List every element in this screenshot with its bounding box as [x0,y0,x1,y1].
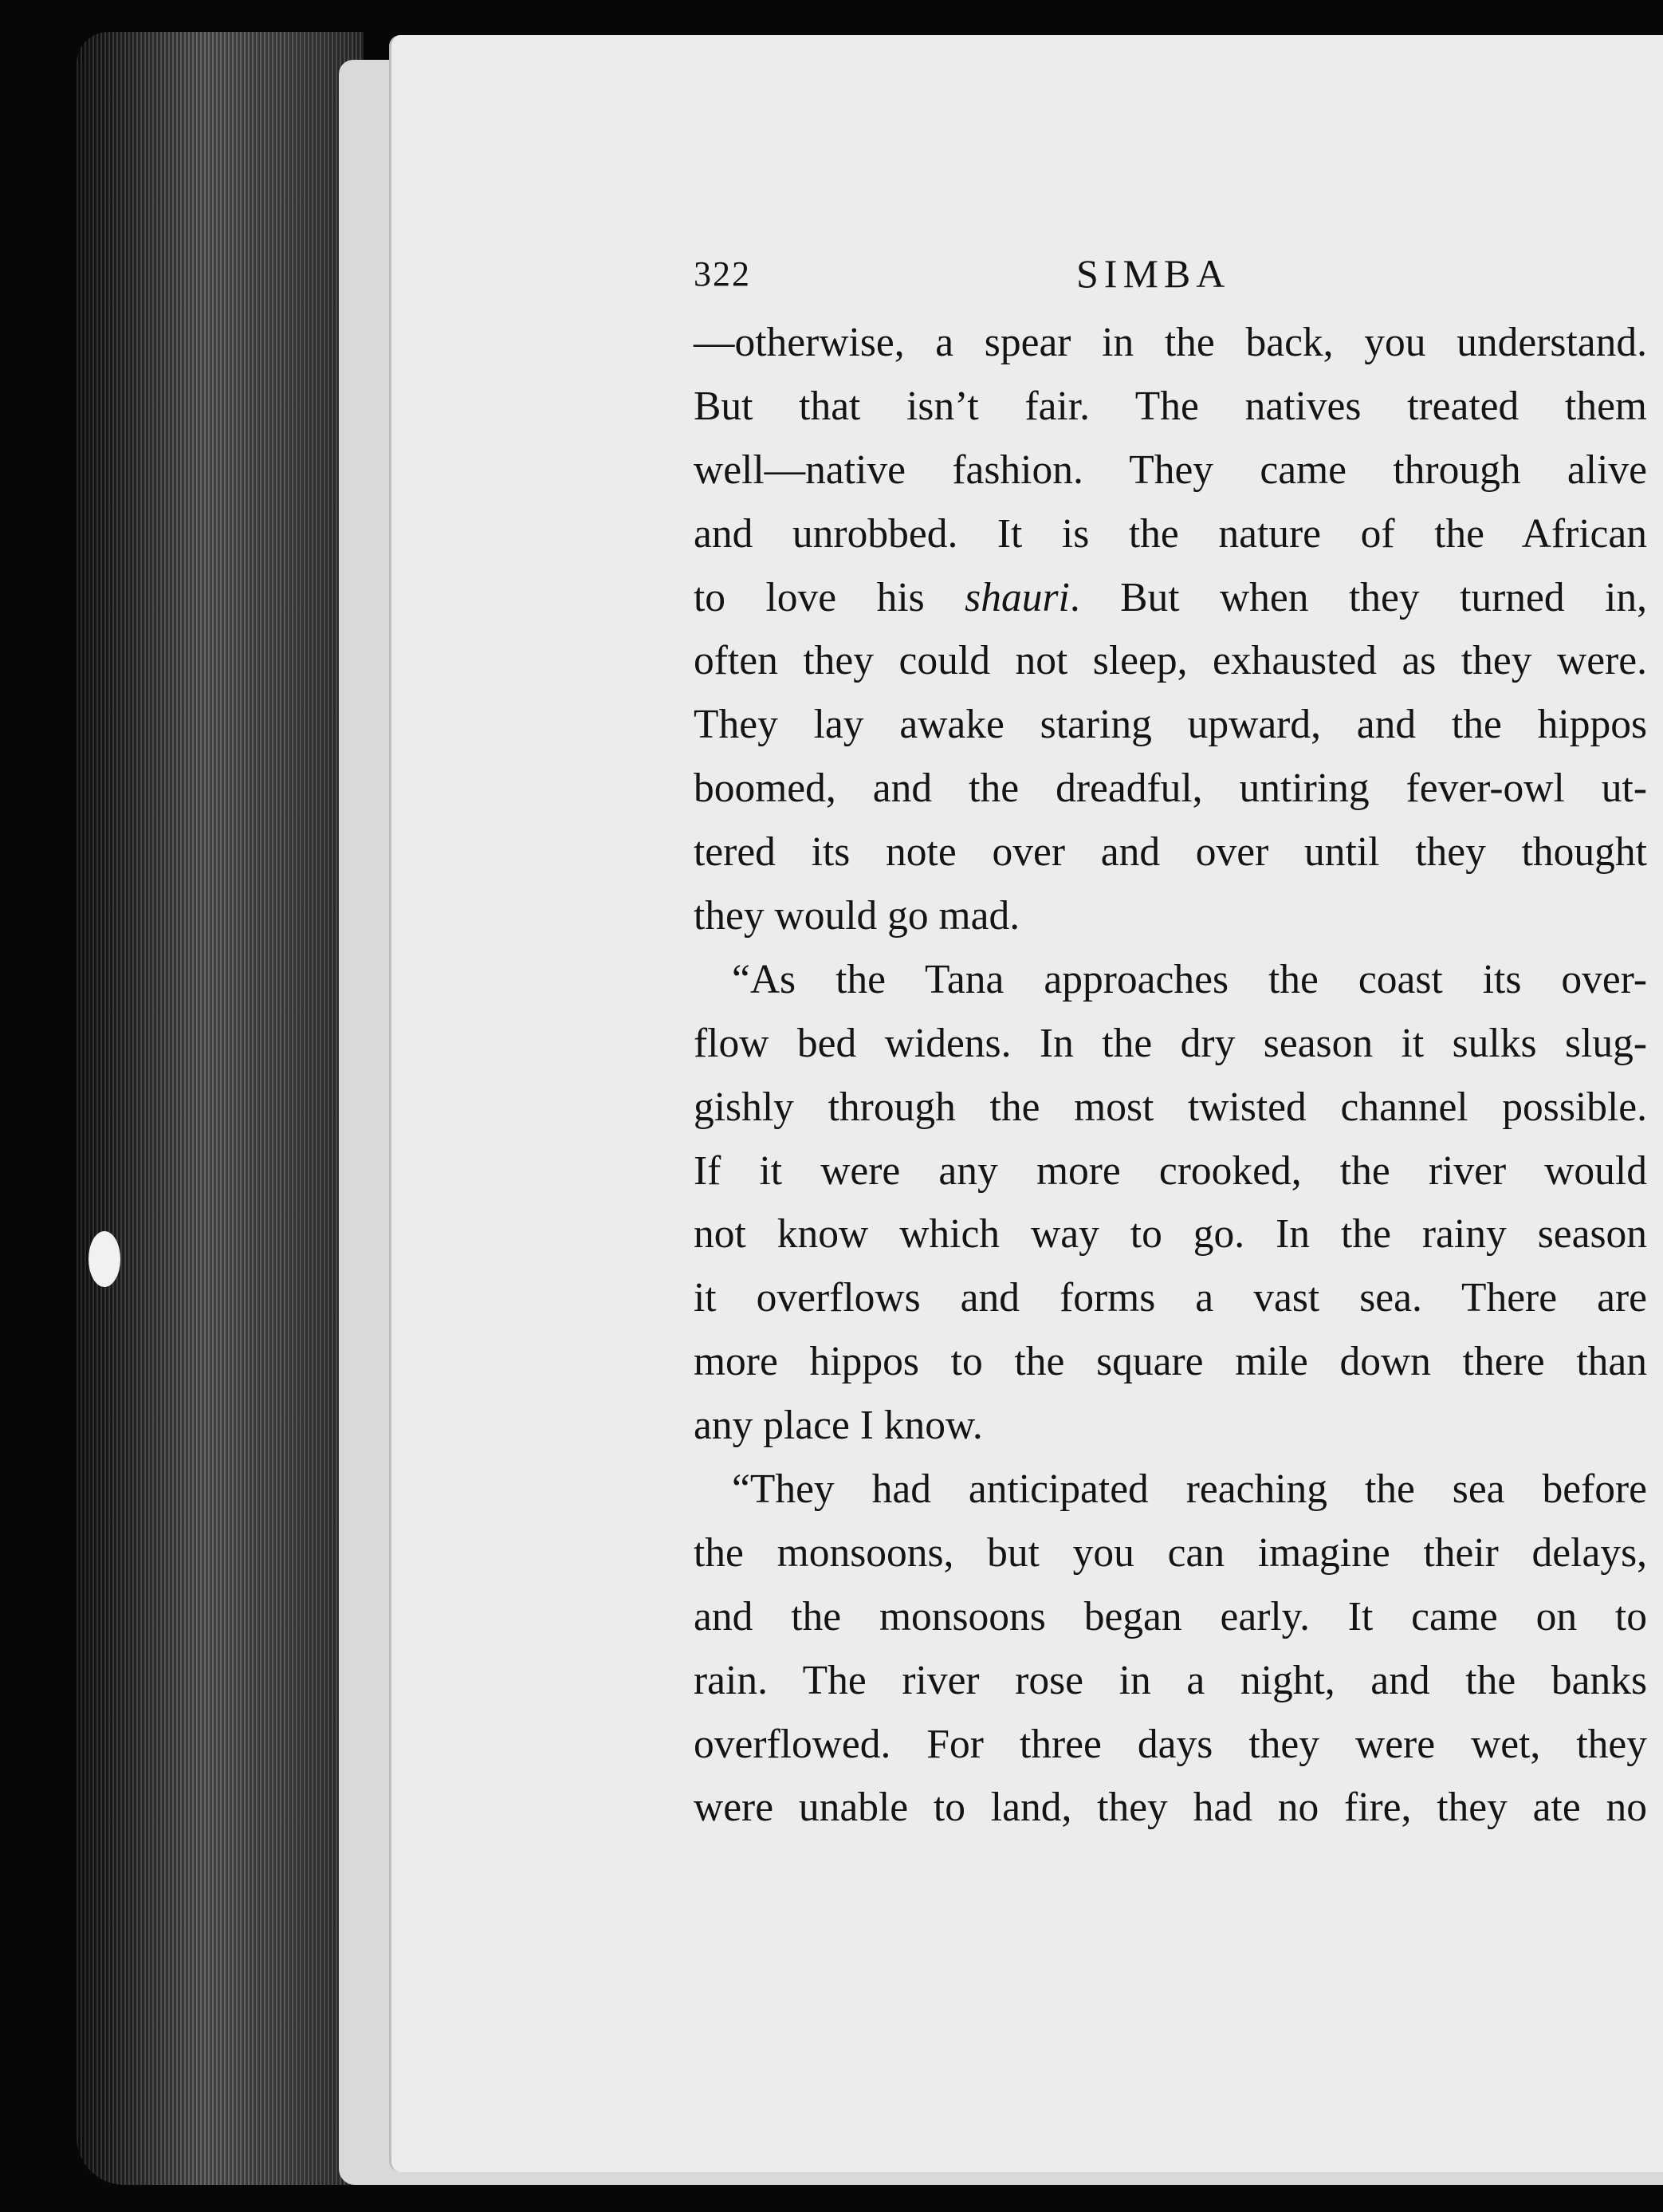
text-line: boomed, and the dreadful, untiring fever-owl ut- [694,766,1647,812]
text-line: they would go mad. [694,893,1020,939]
text-line: often they could not sleep, exhausted as they were. [694,638,1647,684]
text-line: But that isn’t fair. The natives treated them [694,383,1647,429]
italic-word: shauri [965,574,1070,620]
text-line: any place I know. [694,1403,983,1449]
text-line: rain. The river rose in a night, and the banks [694,1657,1647,1703]
body-text [694,311,1647,1840]
page-number: 322 [694,254,751,293]
text-line: were unable to land, they had no fire, they ate no [694,1785,1647,1831]
running-title: SIMBA [1076,251,1231,296]
text-line: more hippos to the square mile down there than [694,1339,1647,1385]
text-line: and unrobbed. It is the nature of the African [694,510,1647,557]
text-line: overflowed. For three days they were wet, they [694,1721,1647,1767]
text-line: flow bed widens. In the dry season it sulks slug- [694,1020,1647,1066]
book-fore-edge [77,32,364,2185]
text-line: —otherwise, a spear in the back, you understand. [694,320,1647,365]
text-line: “They had anticipated reaching the sea before [732,1466,1647,1513]
text-line: not know which way to go. In the rainy season [694,1211,1647,1258]
text-line: gishly through the most twisted channel possible. [694,1084,1647,1130]
text-line: tered its note over and over until they thought [694,829,1647,876]
running-head [694,251,1647,309]
text-line: They lay awake staring upward, and the hippos [694,702,1647,748]
page-text [694,251,1648,1840]
edge-blot [88,1231,120,1287]
text-line: and the monsoons began early. It came on to [694,1593,1647,1639]
text-line: to love his shauri. But when they turned in, [694,574,1648,620]
text-line: it overflows and forms a vast sea. There are [694,1275,1647,1321]
text-line: the monsoons, but you can imagine their delays, [694,1529,1647,1576]
text-line: well—native fashion. They came through alive [694,447,1647,493]
text-line: “As the Tana approaches the coast its over- [732,956,1647,1002]
text-line: If it were any more crooked, the river would [694,1147,1647,1194]
